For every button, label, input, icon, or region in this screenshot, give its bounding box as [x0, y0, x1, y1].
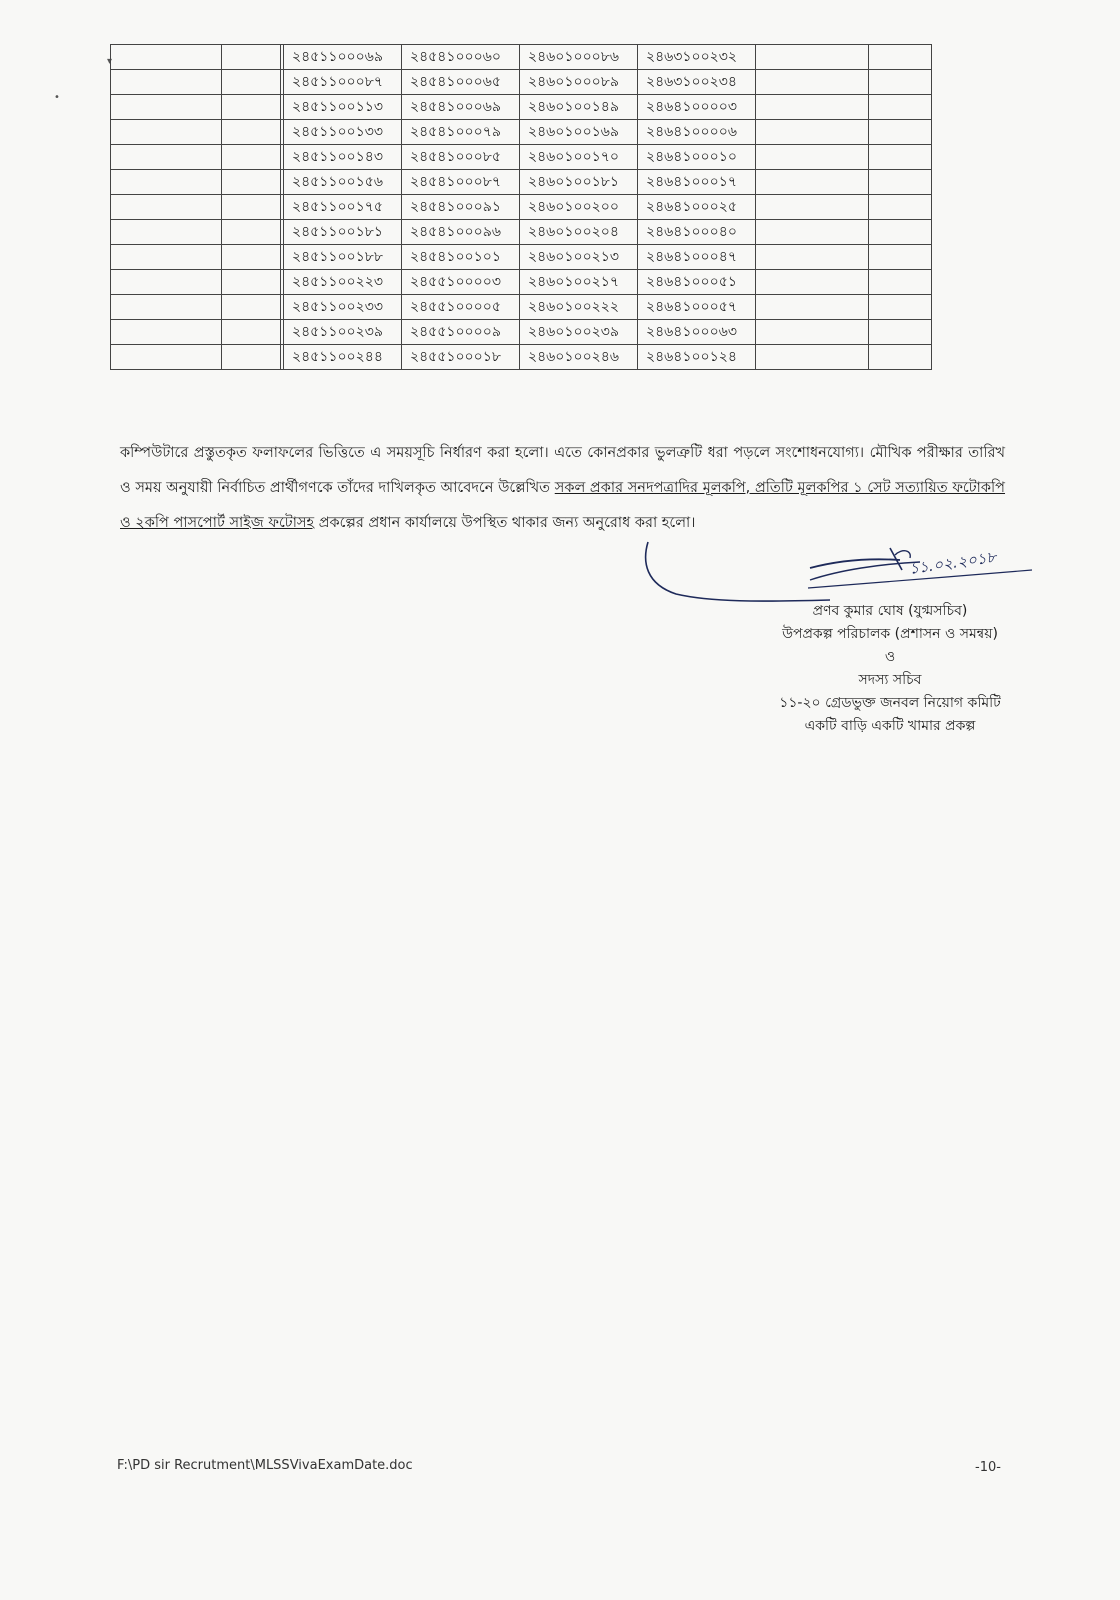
- empty-cell: [222, 170, 281, 195]
- signatory-project: একটি বাড়ি একটি খামার প্রকল্প: [804, 718, 976, 734]
- roll-number-cell: ২৪৫১১০০০৬৯: [284, 45, 402, 70]
- empty-cell: [869, 245, 932, 270]
- empty-cell: [756, 45, 869, 70]
- roll-number-cell: ২৪৬৪১০০০৬৩: [638, 320, 756, 345]
- empty-cell: [222, 70, 281, 95]
- roll-number-cell: ২৪৫৫১০০০১৮: [402, 345, 520, 370]
- empty-cell: [111, 295, 222, 320]
- roll-number-cell: ২৪৬০১০০২০০: [520, 195, 638, 220]
- roll-number-cell: ২৪৫১১০০১৮১: [284, 220, 402, 245]
- footer-page-number: -10-: [975, 1460, 1001, 1475]
- signatory-role: সদস্য সচিব: [858, 672, 922, 688]
- empty-cell: [111, 145, 222, 170]
- empty-cell: [222, 270, 281, 295]
- empty-cell: [869, 170, 932, 195]
- table-row: [111, 270, 932, 295]
- empty-cell: [111, 320, 222, 345]
- empty-cell: [222, 295, 281, 320]
- empty-cell: [222, 345, 281, 370]
- roll-number-cell: ২৪৬৪১০০০৫১: [638, 270, 756, 295]
- empty-cell: [869, 220, 932, 245]
- roll-number-cell: ২৪৬০১০০১৮১: [520, 170, 638, 195]
- empty-cell: [111, 345, 222, 370]
- footer-file-path: F:\PD sir Recrutment\MLSSVivaExamDate.doc: [117, 1458, 413, 1473]
- roll-number-cell: ২৪৫৪১০০১০১: [402, 245, 520, 270]
- empty-cell: [869, 270, 932, 295]
- empty-cell: [869, 320, 932, 345]
- table-row: [111, 70, 932, 95]
- roll-number-cell: ২৪৬৩১০০২৩২: [638, 45, 756, 70]
- empty-cell: [222, 45, 281, 70]
- signatory-block: [740, 600, 1040, 738]
- empty-cell: [756, 170, 869, 195]
- roll-number-cell: ২৪৫৪১০০০৮৭: [402, 170, 520, 195]
- empty-cell: [756, 320, 869, 345]
- roll-number-table: [110, 44, 932, 370]
- roll-number-cell: ২৪৫৫১০০০০৩: [402, 270, 520, 295]
- scan-dot: •: [54, 92, 60, 103]
- empty-cell: [222, 95, 281, 120]
- empty-cell: [869, 120, 932, 145]
- roll-number-cell: ২৪৬০১০০২১৭: [520, 270, 638, 295]
- empty-cell: [111, 170, 222, 195]
- roll-number-cell: ২৪৫৪১০০০৬৯: [402, 95, 520, 120]
- roll-number-cell: ২৪৬০১০০২১৩: [520, 245, 638, 270]
- empty-cell: [111, 70, 222, 95]
- roll-number-cell: ২৪৫১১০০১৭৫: [284, 195, 402, 220]
- roll-number-cell: ২৪৫১১০০০৮৭: [284, 70, 402, 95]
- empty-cell: [756, 145, 869, 170]
- table-row: [111, 170, 932, 195]
- table-body: [111, 45, 932, 370]
- empty-cell: [111, 245, 222, 270]
- empty-cell: [869, 345, 932, 370]
- empty-cell: [869, 295, 932, 320]
- signatory-conjunction: ও: [884, 649, 896, 665]
- roll-number-cell: ২৪৫১১০০১৫৬: [284, 170, 402, 195]
- table-row: [111, 95, 932, 120]
- empty-cell: [869, 45, 932, 70]
- signatory-committee: ১১-২০ গ্রেডভুক্ত জনবল নিয়োগ কমিটি: [779, 695, 1001, 711]
- roll-number-cell: ২৪৬০১০০১৭০: [520, 145, 638, 170]
- empty-cell: [111, 220, 222, 245]
- empty-cell: [756, 245, 869, 270]
- roll-number-cell: ২৪৫৪১০০০৮৫: [402, 145, 520, 170]
- roll-number-cell: ২৪৫৪১০০০৯১: [402, 195, 520, 220]
- roll-number-cell: ২৪৬৪১০০০৪০: [638, 220, 756, 245]
- roll-number-cell: ২৪৫১১০০১৩৩: [284, 120, 402, 145]
- empty-cell: [111, 270, 222, 295]
- roll-number-cell: ২৪৬৪১০০০৪৭: [638, 245, 756, 270]
- empty-cell: [869, 70, 932, 95]
- empty-cell: [756, 295, 869, 320]
- roll-number-cell: ২৪৬৪১০০০২৫: [638, 195, 756, 220]
- empty-cell: [756, 270, 869, 295]
- roll-number-cell: ২৪৫১১০০১১৩: [284, 95, 402, 120]
- empty-cell: [222, 220, 281, 245]
- empty-cell: [756, 95, 869, 120]
- signatory-designation: উপপ্রকল্প পরিচালক (প্রশাসন ও সমন্বয়): [782, 626, 998, 642]
- roll-number-cell: ২৪৫৪১০০০৭৯: [402, 120, 520, 145]
- roll-number-cell: ২৪৬৪১০০০১০: [638, 145, 756, 170]
- empty-cell: [111, 45, 222, 70]
- roll-number-cell: ২৪৬৪১০০০৫৭: [638, 295, 756, 320]
- table-row: [111, 245, 932, 270]
- roll-number-cell: ২৪৬৩১০০২৩৪: [638, 70, 756, 95]
- empty-cell: [756, 70, 869, 95]
- table-row: [111, 145, 932, 170]
- empty-cell: [756, 120, 869, 145]
- roll-number-cell: ২৪৬০১০০২৩৯: [520, 320, 638, 345]
- roll-number-cell: ২৪৬০১০০১৪৯: [520, 95, 638, 120]
- table-row: [111, 195, 932, 220]
- signature-date: ১১.০২.২০১৮: [908, 547, 998, 578]
- notice-text-1: কম্পিউটারে প্রস্তুতকৃত ফলাফলের ভিত্তিতে এ সময়সূচি নির্ধারণ করা হলো। এতে কোনপ্রকার ভুলত্রুটি ধরা পড়লে সংশোধনযোগ্য। মৌখিক পরীক্ষার তারিখ ও সময় অনুযায়ী নির্বাচিত প্রার্থীগণকে তাঁদের দাখিলকৃত আবেদনে উল্লেখিত: [120, 445, 1005, 496]
- table-row: [111, 45, 932, 70]
- scan-mark: ▾: [107, 56, 113, 67]
- roll-number-cell: ২৪৬৪১০০০০৩: [638, 95, 756, 120]
- roll-number-cell: ২৪৫৪১০০০৯৬: [402, 220, 520, 245]
- roll-number-cell: ২৪৬৪১০০০০৬: [638, 120, 756, 145]
- empty-cell: [756, 195, 869, 220]
- roll-number-cell: ২৪৫১১০০১৮৮: [284, 245, 402, 270]
- roll-number-cell: ২৪৫১১০০২৩৯: [284, 320, 402, 345]
- table-row: [111, 220, 932, 245]
- roll-number-cell: ২৪৫১১০০১৪৩: [284, 145, 402, 170]
- roll-number-cell: ২৪৬০১০০২৪৬: [520, 345, 638, 370]
- table-row: [111, 320, 932, 345]
- notice-text-2: প্রকল্পের প্রধান কার্যালয়ে উপস্থিত থাকার জন্য অনুরোধ করা হলো।: [314, 515, 696, 531]
- roll-number-cell: ২৪৬০১০০০৮৯: [520, 70, 638, 95]
- empty-cell: [222, 195, 281, 220]
- empty-cell: [869, 95, 932, 120]
- roll-number-cell: ২৪৫৫১০০০০৫: [402, 295, 520, 320]
- empty-cell: [756, 345, 869, 370]
- empty-cell: [869, 195, 932, 220]
- empty-cell: [111, 120, 222, 145]
- roll-number-cell: ২৪৫১১০০২৪৪: [284, 345, 402, 370]
- table-row: [111, 345, 932, 370]
- empty-cell: [222, 245, 281, 270]
- empty-cell: [222, 120, 281, 145]
- roll-number-cell: ২৪৬০১০০১৬৯: [520, 120, 638, 145]
- notice-text-underlined: সকল প্রকার সনদপত্রাদির মূলকপি, প্রতিটি মূলকপির ১ সেট সত্যায়িত ফটোকপি ও ২কপি পাসপোর্ট সাইজ ফটোসহ: [120, 480, 1006, 531]
- roll-number-cell: ২৪৬৪১০০১২৪: [638, 345, 756, 370]
- empty-cell: [869, 145, 932, 170]
- roll-number-cell: ২৪৫১১০০২২৩: [284, 270, 402, 295]
- empty-cell: [111, 95, 222, 120]
- roll-number-cell: ২৪৫৪১০০০৬০: [402, 45, 520, 70]
- roll-number-cell: ২৪৬০১০০২০৪: [520, 220, 638, 245]
- roll-number-cell: ২৪৫৪১০০০৬৫: [402, 70, 520, 95]
- empty-cell: [756, 220, 869, 245]
- empty-cell: [111, 195, 222, 220]
- roll-number-cell: ২৪৬৪১০০০১৭: [638, 170, 756, 195]
- table-row: [111, 295, 932, 320]
- empty-cell: [222, 320, 281, 345]
- roll-number-cell: ২৪৫১১০০২৩৩: [284, 295, 402, 320]
- roll-number-cell: ২৪৬০১০০২২২: [520, 295, 638, 320]
- roll-number-cell: ২৪৫৫১০০০০৯: [402, 320, 520, 345]
- empty-cell: [222, 145, 281, 170]
- table-row: [111, 120, 932, 145]
- notice-paragraph: [120, 436, 1005, 541]
- signatory-name: প্রণব কুমার ঘোষ (যুগ্মসচিব): [812, 603, 968, 619]
- roll-number-cell: ২৪৬০১০০০৮৬: [520, 45, 638, 70]
